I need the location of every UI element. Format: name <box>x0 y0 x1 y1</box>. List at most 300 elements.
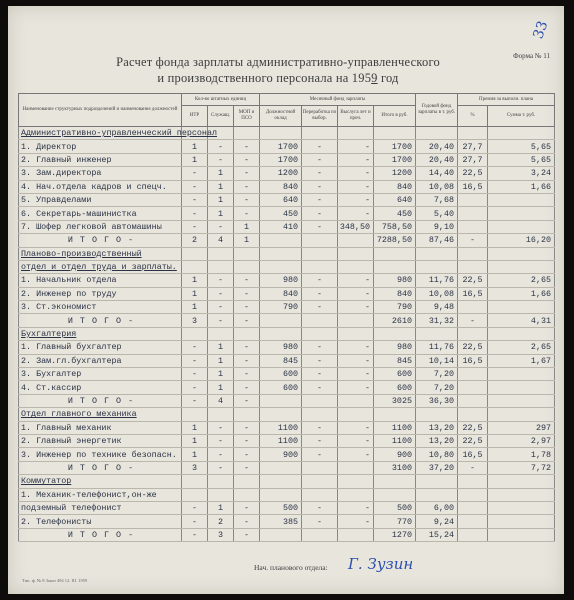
cell-total: 600 <box>374 381 416 394</box>
cell-total: 7288,50 <box>374 234 416 247</box>
cell-total: 1100 <box>374 421 416 434</box>
cell-oklad <box>260 314 302 327</box>
cell-sluzh: - <box>208 461 234 474</box>
cell-itr: 1 <box>182 448 208 461</box>
form-number: Форма № 11 <box>513 52 550 60</box>
cell-pct: 22,5 <box>458 274 488 287</box>
cell-mop: - <box>234 515 260 528</box>
cell-annual: 7,20 <box>416 368 458 381</box>
cell-bonus: - <box>338 421 374 434</box>
cell-oklad: 640 <box>260 193 302 206</box>
cell-total: 840 <box>374 287 416 300</box>
cell-annual: 7,20 <box>416 381 458 394</box>
cell-bonus <box>338 247 374 260</box>
cell-sum <box>488 528 555 541</box>
cell-sum <box>488 260 555 273</box>
cell-itr <box>182 475 208 488</box>
cell-pct: - <box>458 461 488 474</box>
cell-sluzh: - <box>208 287 234 300</box>
cell-annual: 37,20 <box>416 461 458 474</box>
cell-oklad: 980 <box>260 274 302 287</box>
cell-name: И Т О Г О - <box>19 234 182 247</box>
cell-bonus <box>338 528 374 541</box>
cell-pct: 22,5 <box>458 434 488 447</box>
cell-itr: 1 <box>182 274 208 287</box>
cell-bonus: - <box>338 448 374 461</box>
cell-sluzh: 1 <box>208 381 234 394</box>
cell-name: Планово-производственный <box>19 247 182 260</box>
cell-itr: - <box>182 180 208 193</box>
cell-mop: - <box>234 140 260 153</box>
table-row <box>19 180 555 193</box>
section-row <box>19 408 555 421</box>
cell-sum: 1,78 <box>488 448 555 461</box>
cell-name: 2. Телефонисты <box>19 515 182 528</box>
cell-sum <box>488 247 555 260</box>
cell-mop: - <box>234 287 260 300</box>
table-body <box>19 127 555 542</box>
cell-pct <box>458 381 488 394</box>
cell-annual: 13,20 <box>416 421 458 434</box>
cell-pererab <box>302 127 338 140</box>
cell-itr: - <box>182 528 208 541</box>
cell-itr <box>182 327 208 340</box>
cell-sluzh: 1 <box>208 501 234 514</box>
cell-pererab <box>302 528 338 541</box>
cell-oklad: 900 <box>260 448 302 461</box>
cell-annual: 10,80 <box>416 448 458 461</box>
cell-annual: 14,40 <box>416 167 458 180</box>
cell-sum: 1,66 <box>488 180 555 193</box>
cell-sluzh <box>208 475 234 488</box>
cell-total: 770 <box>374 515 416 528</box>
cell-bonus: - <box>338 153 374 166</box>
cell-annual: 11,76 <box>416 341 458 354</box>
total-row <box>19 314 555 327</box>
cell-bonus: - <box>338 140 374 153</box>
header-staff: Кол-во штатных единиц <box>182 94 260 106</box>
cell-itr: 3 <box>182 461 208 474</box>
title-line-2: и производственного персонала на 1959 год <box>157 71 399 85</box>
cell-pererab: - <box>302 448 338 461</box>
header-name: Наименование структурных подразделений и наименование должностей <box>19 94 182 127</box>
cell-sum <box>488 301 555 314</box>
cell-oklad: 1100 <box>260 421 302 434</box>
cell-pererab: - <box>302 140 338 153</box>
cell-annual: 9,48 <box>416 301 458 314</box>
header-bonus: Выслуга лет и проч. <box>338 106 374 127</box>
cell-sluzh: 1 <box>208 354 234 367</box>
cell-annual <box>416 408 458 421</box>
cell-pererab: - <box>302 287 338 300</box>
cell-sum <box>488 501 555 514</box>
cell-pct <box>458 193 488 206</box>
cell-oklad <box>260 408 302 421</box>
cell-pct <box>458 207 488 220</box>
cell-total: 980 <box>374 341 416 354</box>
cell-oklad <box>260 528 302 541</box>
cell-pct <box>458 220 488 233</box>
cell-total: 3100 <box>374 461 416 474</box>
cell-annual: 36,30 <box>416 394 458 407</box>
cell-annual <box>416 247 458 260</box>
cell-oklad: 840 <box>260 180 302 193</box>
cell-total: 2610 <box>374 314 416 327</box>
cell-annual <box>416 488 458 501</box>
cell-sum <box>488 327 555 340</box>
cell-bonus: - <box>338 354 374 367</box>
cell-sum <box>488 127 555 140</box>
cell-itr: - <box>182 515 208 528</box>
cell-annual: 13,20 <box>416 434 458 447</box>
cell-mop: - <box>234 434 260 447</box>
cell-pererab: - <box>302 381 338 394</box>
cell-total: 1700 <box>374 153 416 166</box>
cell-oklad: 980 <box>260 341 302 354</box>
cell-bonus: - <box>338 368 374 381</box>
header-sluzh: Служащ. <box>208 106 234 127</box>
cell-pct: 22,5 <box>458 421 488 434</box>
cell-mop: - <box>234 421 260 434</box>
section-row <box>19 475 555 488</box>
header-premium: Премия за выполн. плана <box>458 94 555 106</box>
cell-name: Бухгалтерия <box>19 327 182 340</box>
cell-total: 1270 <box>374 528 416 541</box>
cell-annual: 87,46 <box>416 234 458 247</box>
cell-annual: 15,24 <box>416 528 458 541</box>
cell-pererab <box>302 394 338 407</box>
cell-sum: 2,65 <box>488 341 555 354</box>
cell-total <box>374 488 416 501</box>
cell-pererab <box>302 475 338 488</box>
cell-total: 640 <box>374 193 416 206</box>
cell-mop: - <box>234 167 260 180</box>
cell-sum: 2,65 <box>488 274 555 287</box>
cell-oklad: 845 <box>260 354 302 367</box>
cell-pererab <box>302 260 338 273</box>
cell-total: 900 <box>374 448 416 461</box>
cell-total: 1700 <box>374 140 416 153</box>
cell-oklad <box>260 247 302 260</box>
cell-name: 1. Начальник отдела <box>19 274 182 287</box>
cell-annual: 9,10 <box>416 220 458 233</box>
cell-sum <box>488 207 555 220</box>
cell-pererab: - <box>302 274 338 287</box>
cell-oklad: 385 <box>260 515 302 528</box>
cell-annual <box>416 127 458 140</box>
cell-oklad: 1200 <box>260 167 302 180</box>
cell-mop: - <box>234 354 260 367</box>
cell-name: подземный телефонист <box>19 501 182 514</box>
cell-pererab: - <box>302 167 338 180</box>
cell-itr: - <box>182 368 208 381</box>
cell-mop <box>234 408 260 421</box>
cell-total: 450 <box>374 207 416 220</box>
cell-bonus <box>338 234 374 247</box>
cell-pererab: - <box>302 301 338 314</box>
cell-sum <box>488 368 555 381</box>
cell-sum <box>488 193 555 206</box>
cell-total <box>374 127 416 140</box>
document-title <box>108 54 448 86</box>
cell-itr: 1 <box>182 301 208 314</box>
cell-total: 1100 <box>374 434 416 447</box>
cell-mop <box>234 260 260 273</box>
cell-mop: - <box>234 153 260 166</box>
cell-pererab <box>302 461 338 474</box>
header-oklad: Должностной оклад <box>260 106 302 127</box>
cell-sluzh: 1 <box>208 207 234 220</box>
header-total: Итого в руб. <box>374 106 416 127</box>
cell-mop: - <box>234 314 260 327</box>
cell-pct: 16,5 <box>458 354 488 367</box>
cell-total: 3025 <box>374 394 416 407</box>
cell-bonus: - <box>338 341 374 354</box>
cell-mop: - <box>234 180 260 193</box>
table-row <box>19 193 555 206</box>
cell-name: 1. Главный механик <box>19 421 182 434</box>
total-row <box>19 528 555 541</box>
cell-sluzh: 4 <box>208 234 234 247</box>
section-row <box>19 260 555 273</box>
cell-mop: - <box>234 381 260 394</box>
cell-pererab <box>302 488 338 501</box>
cell-itr <box>182 408 208 421</box>
cell-annual: 20,40 <box>416 153 458 166</box>
cell-sum <box>488 394 555 407</box>
cell-annual <box>416 260 458 273</box>
cell-name: 3. Бухгалтер <box>19 368 182 381</box>
table-row <box>19 287 555 300</box>
cell-name: 4. Нач.отдела кадров и спецч. <box>19 180 182 193</box>
cell-itr: 2 <box>182 234 208 247</box>
cell-sluzh: 4 <box>208 394 234 407</box>
signature: Г. Зузин <box>348 555 414 573</box>
cell-sluzh: 1 <box>208 368 234 381</box>
cell-pererab: - <box>302 515 338 528</box>
year-suffix: 9 <box>371 71 378 85</box>
cell-bonus <box>338 394 374 407</box>
cell-bonus <box>338 475 374 488</box>
cell-bonus <box>338 260 374 273</box>
print-mark: Тип. ф. № 8 Заказ 494 12. III. 1959 <box>22 578 88 583</box>
cell-sluzh <box>208 327 234 340</box>
table-header <box>19 94 555 127</box>
header-pct: % <box>458 106 488 127</box>
cell-sum: 16,20 <box>488 234 555 247</box>
cell-mop: 1 <box>234 220 260 233</box>
cell-name: 4. Ст.кассир <box>19 381 182 394</box>
cell-itr: - <box>182 341 208 354</box>
cell-bonus: - <box>338 501 374 514</box>
cell-sluzh: 3 <box>208 528 234 541</box>
cell-mop <box>234 247 260 260</box>
cell-pct <box>458 327 488 340</box>
header-monthly: Месячный фонд зарплаты <box>260 94 416 106</box>
cell-mop <box>234 127 260 140</box>
cell-sum <box>488 408 555 421</box>
cell-annual: 6,00 <box>416 501 458 514</box>
cell-sum: 297 <box>488 421 555 434</box>
cell-pct <box>458 247 488 260</box>
table-row <box>19 220 555 233</box>
cell-oklad: 790 <box>260 301 302 314</box>
cell-name: Отдел главного механика <box>19 408 182 421</box>
cell-itr: - <box>182 207 208 220</box>
cell-bonus: - <box>338 301 374 314</box>
cell-pct <box>458 488 488 501</box>
cell-name: 1. Главный бухгалтер <box>19 341 182 354</box>
cell-itr: - <box>182 381 208 394</box>
cell-sluzh: - <box>208 434 234 447</box>
table-row <box>19 341 555 354</box>
cell-sum: 1,66 <box>488 287 555 300</box>
cell-itr: - <box>182 193 208 206</box>
cell-pct <box>458 394 488 407</box>
cell-bonus: - <box>338 274 374 287</box>
cell-mop <box>234 475 260 488</box>
cell-name: 6. Секретарь-машинистка <box>19 207 182 220</box>
cell-sluzh: - <box>208 301 234 314</box>
table-row <box>19 274 555 287</box>
cell-mop: - <box>234 448 260 461</box>
total-row <box>19 394 555 407</box>
cell-annual: 11,76 <box>416 274 458 287</box>
table-row <box>19 153 555 166</box>
cell-annual: 5,40 <box>416 207 458 220</box>
section-row <box>19 247 555 260</box>
cell-sum: 5,65 <box>488 153 555 166</box>
cell-sluzh <box>208 488 234 501</box>
cell-bonus: - <box>338 167 374 180</box>
cell-oklad: 600 <box>260 381 302 394</box>
cell-pct: 22,5 <box>458 167 488 180</box>
cell-oklad: 600 <box>260 368 302 381</box>
handwritten-page-number: 33 <box>530 18 552 42</box>
cell-bonus <box>338 408 374 421</box>
header-sum: Сумма т. руб. <box>488 106 555 127</box>
table-row <box>19 421 555 434</box>
cell-mop: - <box>234 207 260 220</box>
cell-oklad: 840 <box>260 287 302 300</box>
cell-mop: - <box>234 501 260 514</box>
cell-annual: 10,08 <box>416 180 458 193</box>
cell-itr: - <box>182 220 208 233</box>
cell-pererab: - <box>302 180 338 193</box>
table-row <box>19 381 555 394</box>
cell-name: 1. Директор <box>19 140 182 153</box>
cell-itr: - <box>182 394 208 407</box>
cell-itr <box>182 260 208 273</box>
cell-bonus: - <box>338 207 374 220</box>
cell-pererab <box>302 408 338 421</box>
cell-pct <box>458 501 488 514</box>
cell-total: 840 <box>374 180 416 193</box>
cell-pct <box>458 260 488 273</box>
cell-total <box>374 247 416 260</box>
cell-pererab: - <box>302 341 338 354</box>
header-itr: ИТР <box>182 106 208 127</box>
cell-name: отдел и отдел труда и зарплаты. <box>19 260 182 273</box>
cell-oklad <box>260 234 302 247</box>
cell-total: 758,50 <box>374 220 416 233</box>
cell-pct <box>458 408 488 421</box>
cell-mop: - <box>234 528 260 541</box>
cell-itr <box>182 247 208 260</box>
cell-oklad <box>260 488 302 501</box>
cell-sluzh <box>208 408 234 421</box>
title-line-1: Расчет фонда зарплаты административно-управленческого <box>116 55 440 69</box>
cell-bonus <box>338 327 374 340</box>
table-row <box>19 354 555 367</box>
table-row <box>19 501 555 514</box>
cell-sum: 2,97 <box>488 434 555 447</box>
total-row <box>19 461 555 474</box>
cell-annual: 9,24 <box>416 515 458 528</box>
cell-total: 980 <box>374 274 416 287</box>
cell-oklad: 1700 <box>260 140 302 153</box>
cell-oklad: 410 <box>260 220 302 233</box>
cell-oklad: 1100 <box>260 434 302 447</box>
cell-pererab <box>302 327 338 340</box>
cell-pct <box>458 515 488 528</box>
cell-sum <box>488 220 555 233</box>
cell-name: 3. Ст.экономист <box>19 301 182 314</box>
cell-pererab: - <box>302 193 338 206</box>
cell-pct: 27,7 <box>458 140 488 153</box>
document-page <box>8 6 564 594</box>
cell-annual <box>416 475 458 488</box>
cell-bonus <box>338 461 374 474</box>
cell-pct: 16,5 <box>458 448 488 461</box>
cell-sluzh <box>208 247 234 260</box>
cell-name: Административно-управленческий персонал <box>19 127 182 140</box>
cell-total: 845 <box>374 354 416 367</box>
cell-annual: 10,08 <box>416 287 458 300</box>
cell-itr <box>182 488 208 501</box>
cell-sum: 1,67 <box>488 354 555 367</box>
cell-annual: 31,32 <box>416 314 458 327</box>
cell-pct <box>458 127 488 140</box>
cell-itr: 1 <box>182 153 208 166</box>
cell-name: Коммутатор <box>19 475 182 488</box>
table-row <box>19 301 555 314</box>
cell-sum <box>488 488 555 501</box>
cell-pct: - <box>458 314 488 327</box>
cell-sluzh: 1 <box>208 167 234 180</box>
section-row <box>19 127 555 140</box>
table-row <box>19 488 555 501</box>
cell-sluzh: 1 <box>208 341 234 354</box>
header-pererab: Переработка по выбор. <box>302 106 338 127</box>
cell-total: 600 <box>374 368 416 381</box>
cell-sum: 3,24 <box>488 167 555 180</box>
table-row <box>19 448 555 461</box>
cell-mop: - <box>234 394 260 407</box>
cell-name: 5. Управделами <box>19 193 182 206</box>
cell-oklad <box>260 461 302 474</box>
cell-itr: 3 <box>182 314 208 327</box>
cell-pct <box>458 528 488 541</box>
cell-pct: 16,5 <box>458 287 488 300</box>
total-row <box>19 234 555 247</box>
cell-bonus <box>338 127 374 140</box>
cell-mop: - <box>234 301 260 314</box>
cell-sluzh: - <box>208 274 234 287</box>
header-mop: МОП и ПСО <box>234 106 260 127</box>
section-row <box>19 327 555 340</box>
cell-name: И Т О Г О - <box>19 461 182 474</box>
